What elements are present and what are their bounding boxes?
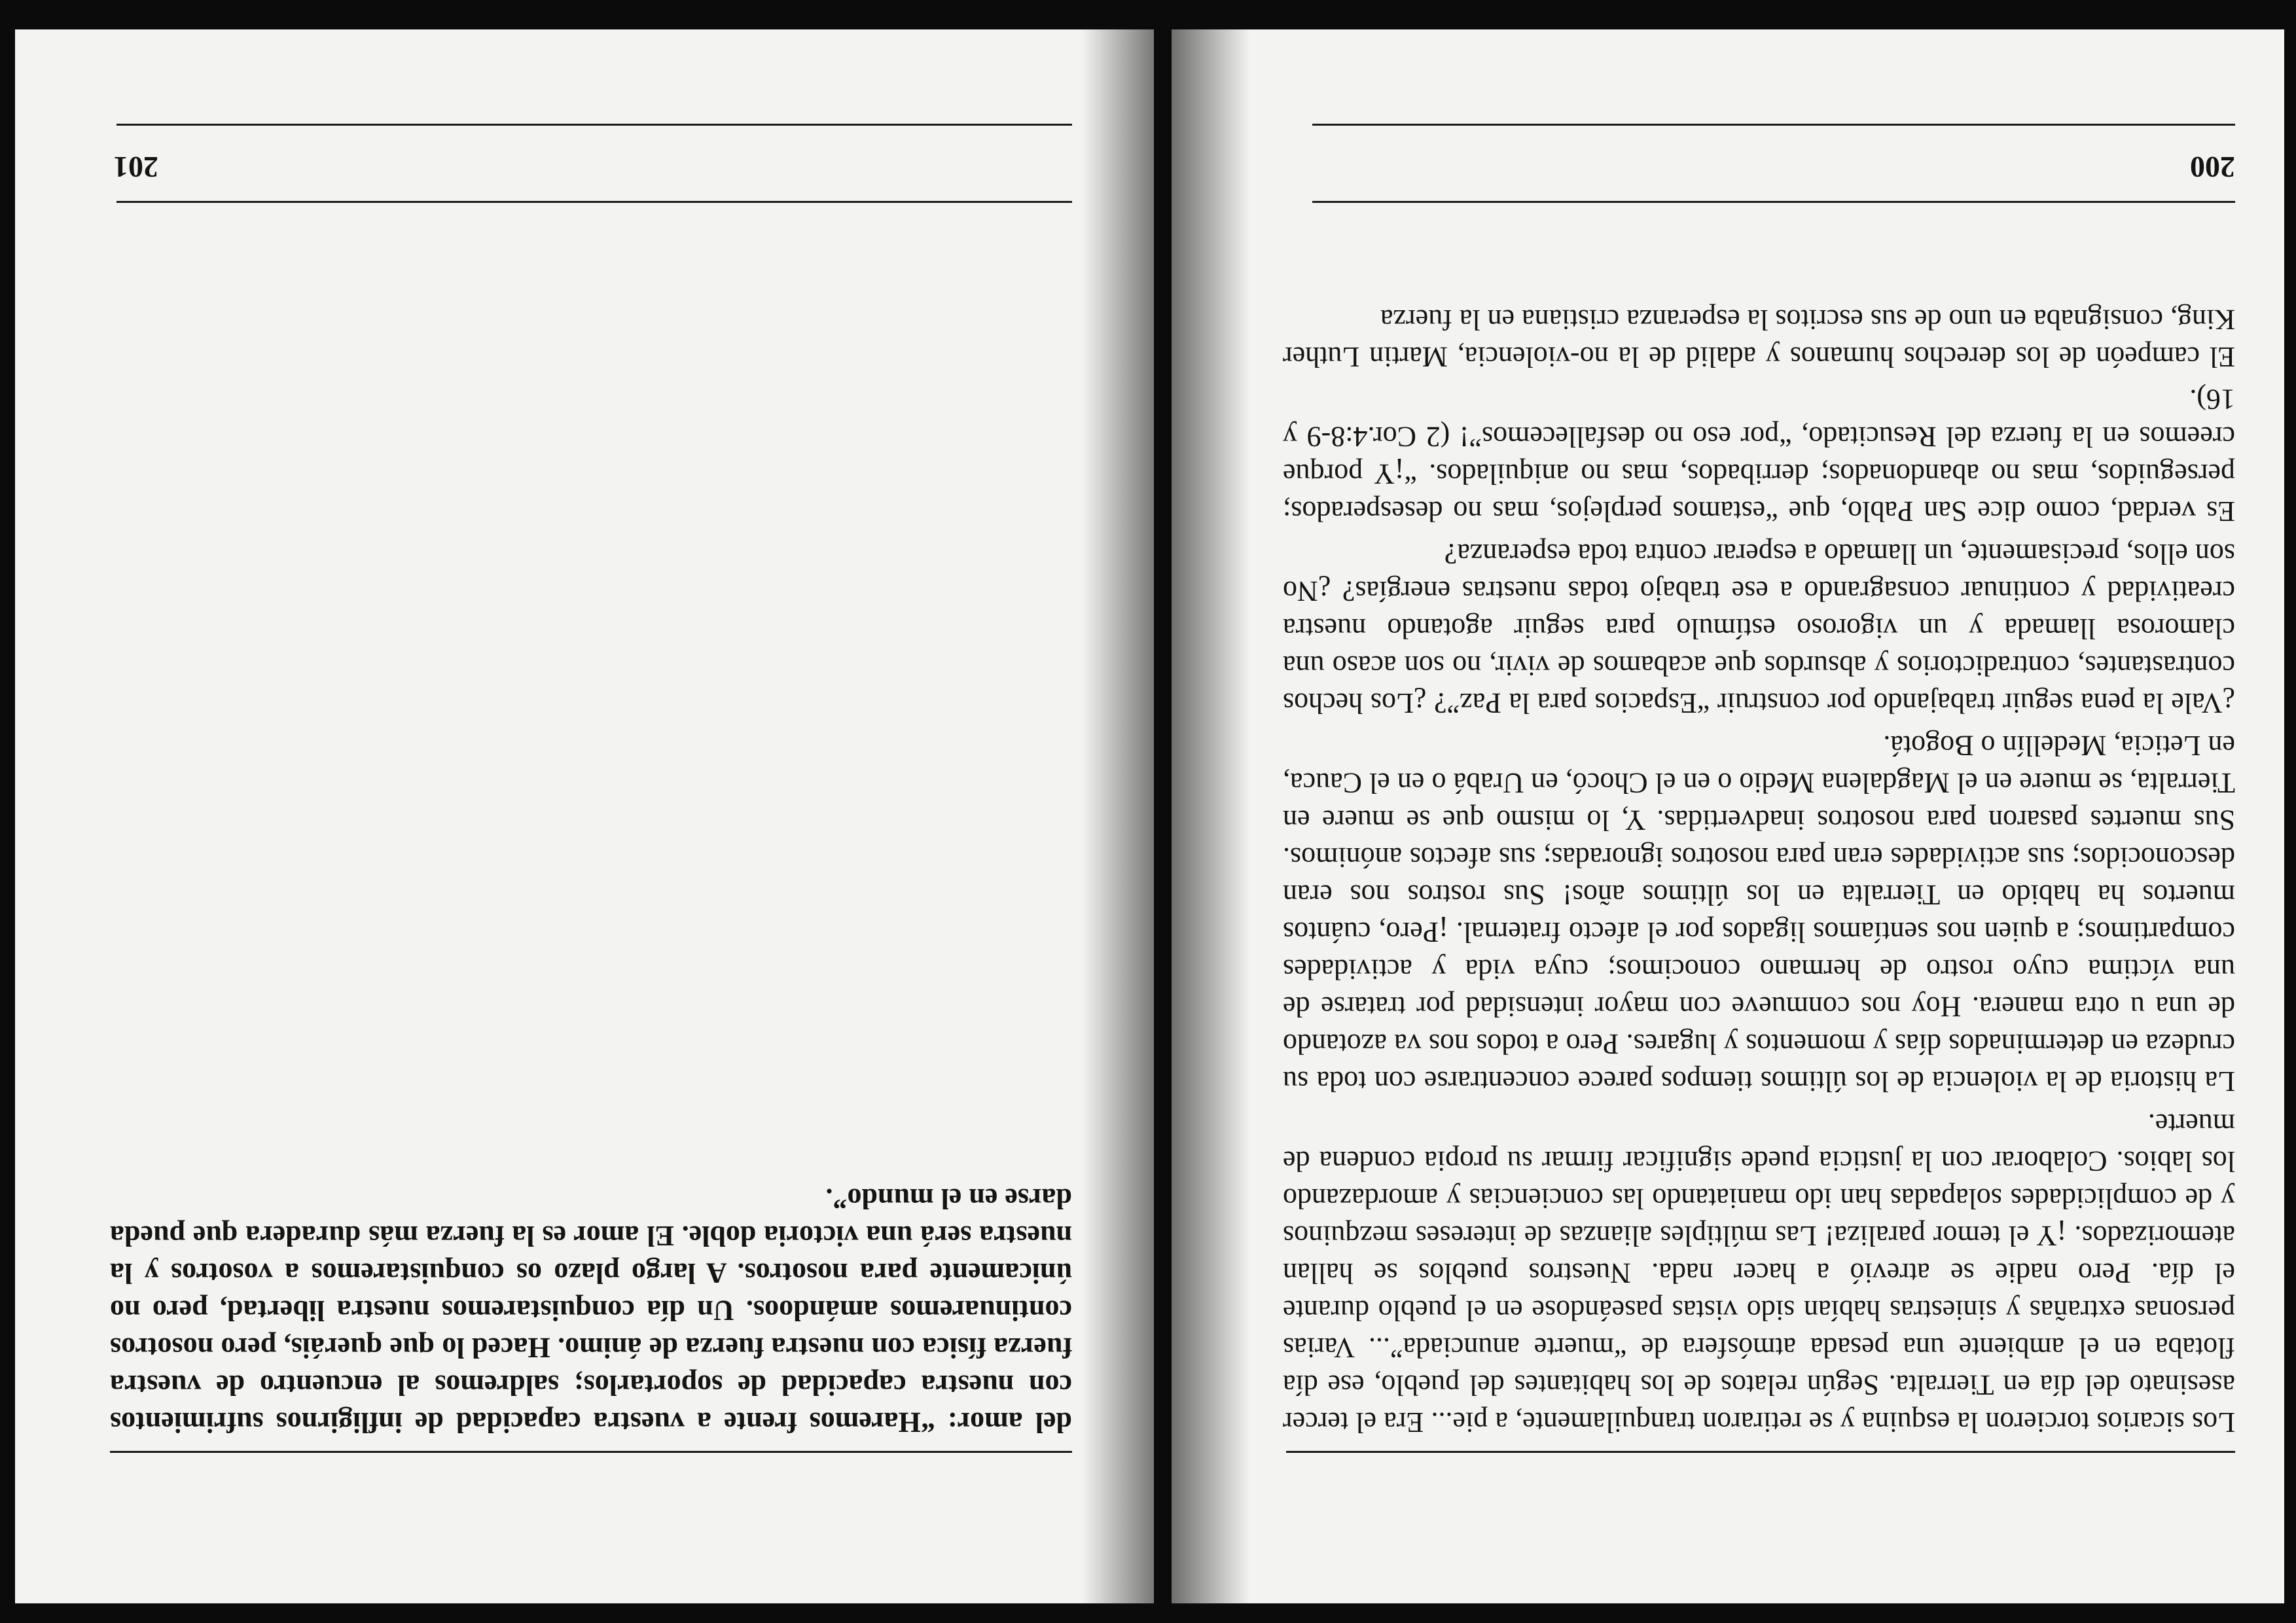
top-rule: [1286, 1451, 2235, 1453]
top-rule: [110, 1451, 1072, 1453]
bottom-rule-upper: [117, 201, 1072, 203]
page-number: 201: [113, 151, 158, 184]
paragraph: El campeón de los derechos humanos y adalid de la no-violencia, Martin Luther King, consignaba en uno de sus escritos la esperanza cristiana en la fuerza: [1283, 304, 2235, 373]
bottom-rule-lower: [117, 124, 1072, 126]
page-201: [15, 29, 1154, 1603]
page-200: [1172, 29, 2284, 1603]
paragraph: ¿Vale la pena seguir trabajando por construir “Espacios para la Paz”? ¿Los hechos contrastantes, contradictorios y absurdos que acabamos de vivir, no son acaso una clamorosa llamada y un vigoroso estímulo para seguir agotando nuestra creatividad y continuar consagrando a ese trabajo todas nuestras energías? ¿No son ellos, precisamente, un llamado a esperar contra toda esperanza?: [1283, 538, 2235, 719]
gutter-shadow: [1172, 29, 1250, 1603]
page-201-body: [110, 1180, 1072, 1441]
page-200-body: [1283, 301, 2235, 1441]
bottom-rule-upper: [1312, 201, 2235, 203]
paragraph: Es verdad, como dice San Pablo, que “estamos perplejos, mas no desesperados; perseguidos, mas no abandonados; derribados, mas no aniquilados. “¡Y porque creemos en la fuerza del Resucitado, “por eso no desfallecemos”! (2 Cor.4:8-9 y 16).: [1283, 383, 2235, 527]
bottom-rule-lower: [1312, 124, 2235, 126]
page-number: 200: [2190, 151, 2235, 184]
paragraph: La historia de la violencia de los últimos tiempos parece concentrarse con toda su crudeza en determinados días y momentos y lugares. Pero a todos nos va azotando de una u otra manera. Hoy nos conmueve con mayor intensidad por tratarse de una víctima cuyo rostro de hermano conocimos; cuya vida y actividades compartimos; a quien nos sentíamos ligados por el afecto fraternal. ¡Pero, cuántos muertos ha habido en Tierralta en los últimos años! Sus rostros nos eran desconocidos; sus actividades eran para nosotros ignoradas; sus afectos anónimos. Sus muertes pasaron para nosotros inadvertidas. Y, lo mismo que se muere en Tierralta, se muere en el Magdalena Medio o en el Chocó, en Urabá o en el Cauca, en Leticia, Medellín o Bogotá.: [1283, 730, 2235, 1097]
gutter-shadow: [1082, 29, 1154, 1603]
paragraph: Los sicarios torcieron la esquina y se retiraron tranquilamente, a pie... Era el tercer asesinato del día en Tierralta. Según relatos de los habitantes del pueblo, ese día flotaba en el ambiente una pesada atmósfera de “muerte anunciada”... Varias personas extrañas y siniestras habían sido vistas paseándose en el pueblo durante el día. Pero nadie se atrevió a hacer nada. Nuestros pueblos se hallan atemorizados. ¡Y el temor paraliza! Las múltiples alianzas de intereses mezquinos y de complicidades solapadas han ido maniatando las conciencias y amordazando los labios. Colaborar con la justicia puede significar firmar su propia condena de muerte.: [1283, 1108, 2235, 1438]
paragraph: del amor: “Haremos frente a vuestra capacidad de infligirnos sufrimientos con nuestra capacidad de soportarlos; saldremos al encuentro de vuestra fuerza física con nuestra fuerza de ánimo. Haced lo que queráis, pero nosotros continuaremos amándoos. Un día conquistaremos nuestra libertad, pero no únicamente para nosotros. A largo plazo os conquistaremos a vosotros y la nuestra será una victoria doble. El amor es la fuerza más duradera que pueda darse en el mundo”.: [110, 1183, 1072, 1438]
